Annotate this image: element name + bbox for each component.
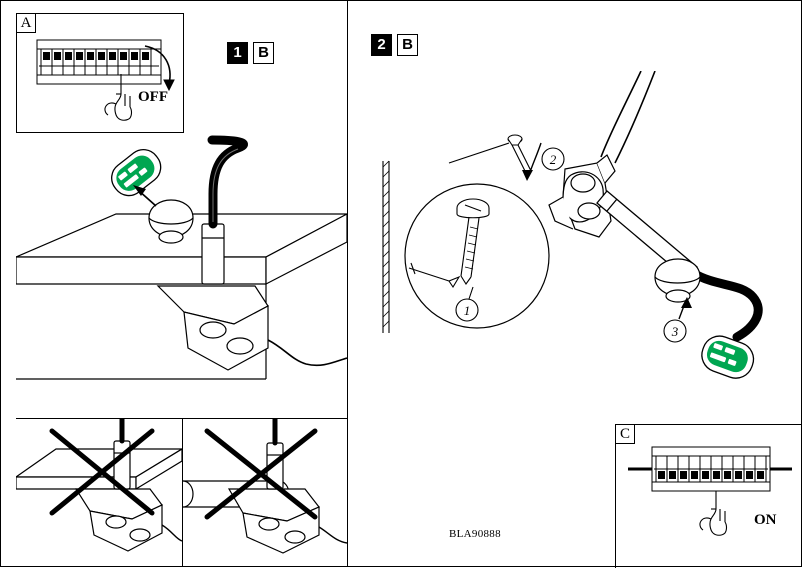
step-2-letter: B — [397, 34, 418, 56]
callout-3-label: 3 — [671, 324, 679, 339]
step-1-number: 1 — [227, 42, 248, 64]
callout-2-label: 2 — [549, 152, 557, 167]
panel-warning-round-tube — [183, 419, 347, 567]
panel-c-caption: ON — [754, 512, 777, 528]
panel-a-label-text: A — [20, 14, 32, 31]
panel-a-label — [16, 13, 36, 33]
arrow-icon — [522, 143, 541, 181]
panel-c-label — [615, 424, 635, 444]
panel-1b-illustration — [16, 134, 347, 417]
gooseneck-arm — [212, 140, 244, 224]
product-code: BLA90888 — [449, 528, 501, 540]
callout-1-label: 1 — [463, 303, 471, 318]
sheet-divider — [347, 1, 348, 566]
hand-pointer-icon — [700, 491, 727, 535]
panel-a-frame — [16, 13, 184, 133]
gooseneck-arm — [693, 273, 758, 337]
panel-a-caption: OFF — [138, 89, 168, 105]
step-2-number: 2 — [371, 34, 392, 56]
power-cord — [319, 527, 347, 543]
panel-warning-thin-shelf — [16, 419, 182, 567]
step-1-letter: B — [253, 42, 274, 64]
power-cord — [601, 71, 655, 163]
bracket-screw-icon — [449, 135, 531, 177]
panel-c-illustration — [616, 425, 802, 567]
breaker-panel-icon — [37, 40, 161, 84]
panel-a-illustration — [17, 14, 183, 132]
panel-2b-illustration — [349, 71, 802, 411]
breaker-panel-icon — [628, 447, 792, 491]
wall-icon — [383, 161, 389, 333]
lamp-shade-icon — [655, 259, 700, 302]
power-cord — [162, 525, 182, 541]
panel-c-label-text: C — [619, 425, 630, 442]
